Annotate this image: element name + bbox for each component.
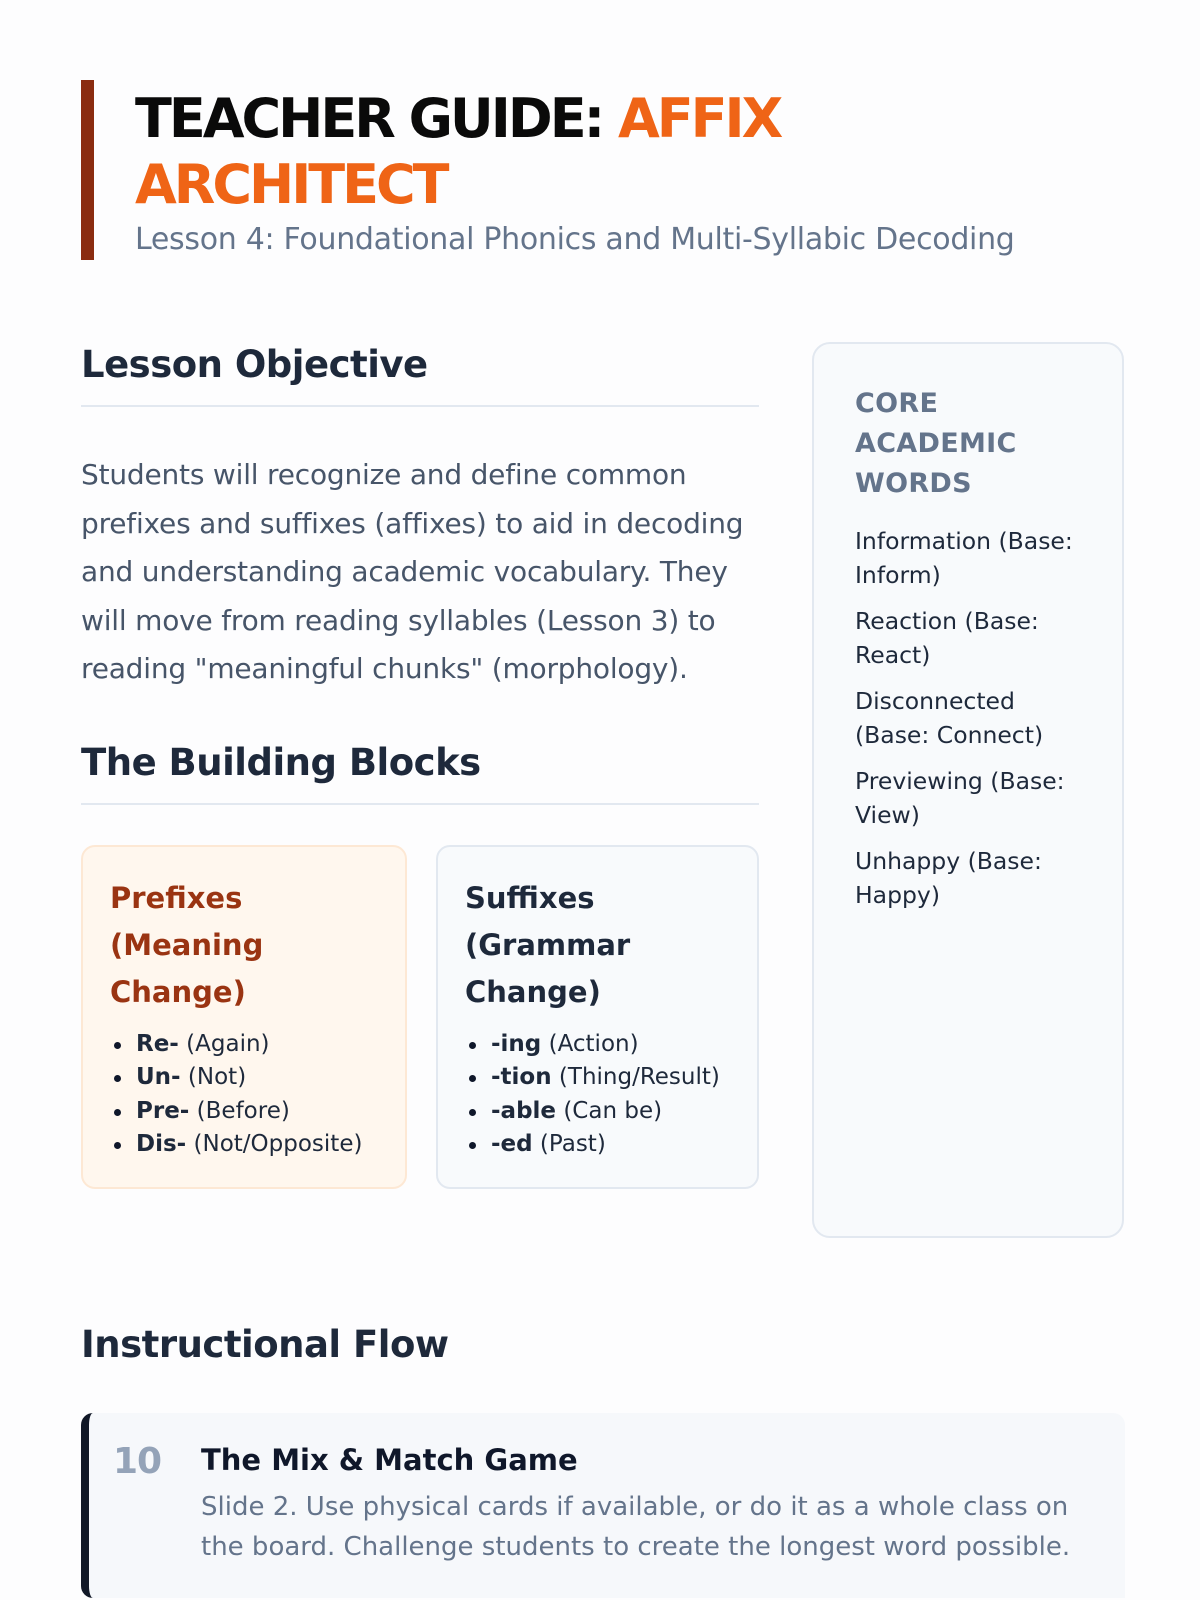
main-column bbox=[81, 340, 759, 1189]
instructional-flow-heading: Instructional Flow bbox=[81, 1323, 449, 1366]
list-item bbox=[491, 1095, 731, 1129]
affix-term: Un- bbox=[136, 1064, 181, 1090]
flow-step-card bbox=[81, 1413, 1125, 1598]
step-description: Slide 2. Use physical cards if available, or do it as a whole class on the board. Challenge students to create the longest word possible. bbox=[201, 1492, 1071, 1562]
section-divider bbox=[81, 405, 759, 407]
list-item: Unhappy (Base: Happy) bbox=[855, 847, 1042, 909]
suffixes-card bbox=[436, 845, 759, 1189]
list-item: Previewing (Base: View) bbox=[855, 767, 1065, 829]
step-number: 10 bbox=[113, 1441, 162, 1482]
affix-term: Pre- bbox=[136, 1097, 190, 1124]
page-title-accent: AFFIX ARCHITECT bbox=[135, 87, 781, 216]
list-item: Disconnected (Base: Connect) bbox=[855, 687, 1044, 749]
list-item bbox=[136, 1061, 379, 1095]
affix-term: -ed bbox=[491, 1131, 533, 1157]
core-words-list bbox=[855, 524, 1092, 912]
page-title bbox=[135, 86, 895, 218]
list-item bbox=[136, 1095, 379, 1129]
affix-term: Dis- bbox=[136, 1131, 187, 1157]
objective-text: Students will recognize and define common prefixes and suffixes (affixes) to aid in decoding and understanding academic vocabulary. They will move from reading syllables (Lesson 3) to reading "meaningful chunks" (morphology). bbox=[81, 458, 744, 685]
header-accent-bar bbox=[81, 80, 94, 260]
objective-heading: Lesson Objective bbox=[81, 343, 428, 386]
affix-term: -tion bbox=[491, 1064, 552, 1090]
list-item bbox=[491, 1061, 731, 1095]
building-blocks-section bbox=[81, 738, 759, 1189]
list-item: Information (Base: Inform) bbox=[855, 527, 1073, 589]
suffixes-card-title: Suffixes (Grammar Change) bbox=[465, 880, 631, 1009]
guide-header bbox=[81, 80, 1121, 260]
header-text bbox=[135, 86, 1125, 260]
sidebar-title: CORE ACADEMIC WORDS bbox=[855, 388, 1017, 499]
page-title-main: TEACHER GUIDE: bbox=[135, 87, 618, 150]
list-item bbox=[136, 1128, 379, 1162]
affix-term: Re- bbox=[136, 1030, 179, 1057]
step-body bbox=[201, 1441, 1101, 1567]
suffix-list bbox=[465, 1028, 731, 1162]
affix-meaning: (Again) bbox=[178, 1030, 270, 1057]
affix-meaning: (Not) bbox=[180, 1064, 247, 1090]
affix-meaning: (Before) bbox=[189, 1097, 290, 1124]
list-item bbox=[491, 1028, 731, 1062]
affix-cards bbox=[81, 845, 759, 1189]
affix-meaning: (Thing/Result) bbox=[551, 1064, 720, 1090]
list-item bbox=[491, 1128, 731, 1162]
affix-meaning: (Not/Opposite) bbox=[186, 1131, 363, 1157]
prefixes-card bbox=[81, 845, 407, 1189]
affix-term: -ing bbox=[491, 1030, 542, 1057]
objective-section bbox=[81, 340, 759, 694]
list-item bbox=[136, 1028, 379, 1062]
affix-meaning: (Past) bbox=[532, 1131, 606, 1157]
building-blocks-heading: The Building Blocks bbox=[81, 740, 481, 784]
affix-meaning: (Action) bbox=[541, 1030, 639, 1057]
section-divider bbox=[81, 803, 759, 805]
page-subtitle: Lesson 4: Foundational Phonics and Multi-Syllabic Decoding bbox=[135, 222, 1015, 257]
prefixes-card-title: Prefixes (Meaning Change) bbox=[110, 880, 264, 1009]
list-item: Reaction (Base: React) bbox=[855, 607, 1039, 669]
affix-meaning: (Can be) bbox=[556, 1097, 663, 1124]
prefix-list bbox=[110, 1028, 379, 1162]
core-words-sidebar bbox=[812, 342, 1124, 1238]
affix-term: -able bbox=[491, 1097, 557, 1124]
step-title: The Mix & Match Game bbox=[201, 1443, 578, 1477]
